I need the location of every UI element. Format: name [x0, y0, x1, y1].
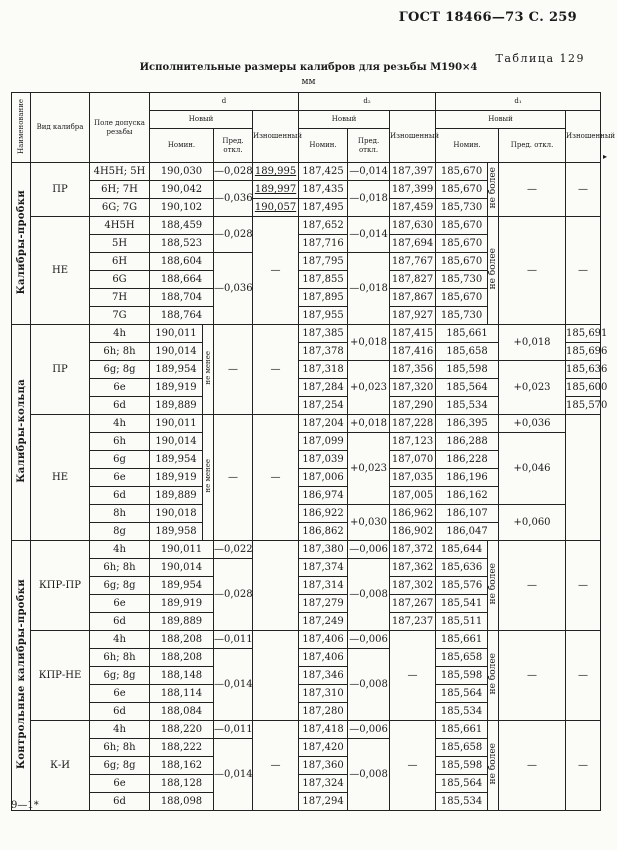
- d1-nom: 186,288: [436, 433, 499, 451]
- d1-nom: 185,670: [436, 181, 488, 199]
- d2-izn: 186,962: [390, 505, 436, 523]
- d2-nom: 187,294: [299, 793, 348, 811]
- field: 8h: [90, 505, 150, 523]
- d-nom: 190,030: [150, 163, 214, 181]
- field: 6G: [90, 271, 150, 289]
- d1-nom: 185,661: [436, 631, 488, 649]
- d-izn: [253, 541, 299, 631]
- d2-nom: 187,378: [299, 343, 348, 361]
- d2-izn: 187,070: [390, 451, 436, 469]
- d2-izn: 187,362: [390, 559, 436, 577]
- d2-nom: 187,895: [299, 289, 348, 307]
- d-pred: —0,022: [214, 541, 253, 559]
- d-nom: 189,958: [150, 523, 203, 541]
- d2-pred: +0,018: [348, 415, 390, 433]
- ne-menee: не менее: [203, 415, 214, 541]
- d-nom: 188,523: [150, 235, 214, 253]
- d1-nom: 185,564: [436, 379, 499, 397]
- d1-izn: —: [566, 163, 601, 217]
- d2-nom: 187,716: [299, 235, 348, 253]
- d-izn: [253, 631, 299, 721]
- d2-pred: —0,014: [348, 163, 390, 181]
- field: 6d: [90, 793, 150, 811]
- d-pred: —0,036: [214, 181, 253, 217]
- kind: ПР: [31, 163, 90, 217]
- d2-nom: 187,280: [299, 703, 348, 721]
- col-d-new: Новый: [150, 111, 253, 129]
- group-rings: Калибры-кольца: [12, 325, 31, 541]
- d2-nom: 186,922: [299, 505, 348, 523]
- d2-izn: 187,356: [390, 361, 436, 379]
- d1-nom: 185,541: [436, 595, 488, 613]
- d1-nom: 185,598: [436, 757, 488, 775]
- d-nom: 188,764: [150, 307, 214, 325]
- d2-nom: 187,346: [299, 667, 348, 685]
- d-nom: 188,208: [150, 649, 214, 667]
- d2-nom: 187,418: [299, 721, 348, 739]
- d2-pred: +0,030: [348, 505, 390, 541]
- field: 6e: [90, 595, 150, 613]
- field: 6d: [90, 397, 150, 415]
- d-pred: —0,011: [214, 631, 253, 649]
- d-nom: 190,042: [150, 181, 214, 199]
- d2-izn: 187,867: [390, 289, 436, 307]
- d1-nom: 185,730: [436, 271, 488, 289]
- col-d-izn: Изношенный: [253, 111, 299, 163]
- d1-nom: 185,670: [436, 253, 488, 271]
- d1-nom: 185,670: [436, 217, 488, 235]
- d1-izn: 185,636: [566, 361, 601, 379]
- d-nom: 190,014: [150, 343, 203, 361]
- field: 6H; 7H: [90, 181, 150, 199]
- field: 6g; 8g: [90, 361, 150, 379]
- d-nom: 189,889: [150, 487, 203, 505]
- d-nom: 189,954: [150, 451, 203, 469]
- d-nom: 190,011: [150, 415, 203, 433]
- field: 4h: [90, 325, 150, 343]
- d2-nom: 187,254: [299, 397, 348, 415]
- d2-nom: 187,425: [299, 163, 348, 181]
- d-nom: 189,889: [150, 397, 203, 415]
- d2-nom: 186,974: [299, 487, 348, 505]
- d2-izn: 187,415: [390, 325, 436, 343]
- col-d2-new: Новый: [299, 111, 390, 129]
- d2-izn: 187,827: [390, 271, 436, 289]
- field: 6g; 8g: [90, 757, 150, 775]
- d-izn: —: [253, 721, 299, 811]
- d-pred: —0,014: [214, 649, 253, 721]
- field: 4h: [90, 541, 150, 559]
- d1-nom: 185,576: [436, 577, 488, 595]
- kind: КПР-ПР: [31, 541, 90, 631]
- d2-nom: 187,279: [299, 595, 348, 613]
- field: 6d: [90, 613, 150, 631]
- d-pred: —: [214, 415, 253, 541]
- d1-nom: 185,661: [436, 721, 488, 739]
- d2-nom: 187,385: [299, 325, 348, 343]
- d-nom: 188,098: [150, 793, 214, 811]
- col-vid: Вид калибра: [31, 93, 90, 163]
- d1-nom: 185,730: [436, 199, 488, 217]
- col-d1-nom: Номин.: [436, 129, 499, 163]
- d-nom: 189,919: [150, 469, 203, 487]
- field: 6e: [90, 775, 150, 793]
- d2-izn: —: [390, 631, 436, 721]
- field: 6d: [90, 703, 150, 721]
- d-pred: —0,028: [214, 559, 253, 631]
- field: 4h: [90, 631, 150, 649]
- d-izn: 190,057: [253, 199, 299, 217]
- d2-nom: 187,406: [299, 649, 348, 667]
- d2-izn: 187,416: [390, 343, 436, 361]
- d2-nom: 187,652: [299, 217, 348, 235]
- d-pred: —0,028: [214, 217, 253, 253]
- d2-izn: 187,302: [390, 577, 436, 595]
- d-nom: 188,704: [150, 289, 214, 307]
- d2-nom: 187,006: [299, 469, 348, 487]
- d1-pred: +0,023: [499, 361, 566, 415]
- d1-pred: +0,060: [499, 505, 566, 541]
- d2-izn: 187,228: [390, 415, 436, 433]
- d1-nom: 185,658: [436, 739, 488, 757]
- d2-nom: 187,039: [299, 451, 348, 469]
- d-nom: 189,919: [150, 379, 203, 397]
- ne-menee: не менее: [203, 325, 214, 415]
- d-izn: 189,995: [253, 163, 299, 181]
- d2-izn: 187,927: [390, 307, 436, 325]
- d2-pred: —0,008: [348, 649, 390, 721]
- d1-izn: —: [566, 631, 601, 721]
- d1-nom: 185,730: [436, 307, 488, 325]
- d1-nom: 185,598: [436, 667, 488, 685]
- d2-izn: 187,459: [390, 199, 436, 217]
- d1-pred: —: [499, 217, 566, 325]
- d2-pred: —0,008: [348, 739, 390, 811]
- d2-pred: —0,008: [348, 559, 390, 631]
- d1-nom: 185,534: [436, 397, 499, 415]
- ne-bolee: не более: [488, 163, 499, 217]
- d-nom: 190,014: [150, 433, 203, 451]
- d1-nom: 185,670: [436, 289, 488, 307]
- d2-izn: 187,694: [390, 235, 436, 253]
- d2-nom: 187,406: [299, 631, 348, 649]
- d1-nom: 186,047: [436, 523, 499, 541]
- field: 6h; 8h: [90, 559, 150, 577]
- field: 6e: [90, 685, 150, 703]
- d2-izn: 187,399: [390, 181, 436, 199]
- col-d1: d₁: [436, 93, 601, 111]
- d2-nom: 187,955: [299, 307, 348, 325]
- d2-pred: —0,006: [348, 541, 390, 559]
- d1-nom: 185,670: [436, 235, 488, 253]
- d1-nom: 186,395: [436, 415, 499, 433]
- d2-izn: —: [390, 721, 436, 811]
- col-pole: Поле допуска резьбы: [90, 93, 150, 163]
- d1-nom: 185,658: [436, 649, 488, 667]
- d1-nom: 185,564: [436, 685, 488, 703]
- d2-pred: —0,006: [348, 631, 390, 649]
- d2-izn: 187,397: [390, 163, 436, 181]
- d1-pred: —: [499, 163, 566, 217]
- d2-nom: 187,318: [299, 361, 348, 379]
- d2-izn: 186,902: [390, 523, 436, 541]
- d2-nom: 187,099: [299, 433, 348, 451]
- d-pred: —0,028: [214, 163, 253, 181]
- d-nom: 188,664: [150, 271, 214, 289]
- d-nom: 188,220: [150, 721, 214, 739]
- field: 6h; 8h: [90, 343, 150, 361]
- kind: КПР-НЕ: [31, 631, 90, 721]
- d1-nom: 185,644: [436, 541, 488, 559]
- d1-nom: 185,598: [436, 361, 499, 379]
- d1-izn: 185,696: [566, 343, 601, 361]
- d1-nom: 186,162: [436, 487, 499, 505]
- d2-nom: 186,862: [299, 523, 348, 541]
- d2-nom: 187,314: [299, 577, 348, 595]
- d1-izn: —: [566, 721, 601, 811]
- d2-izn: 187,630: [390, 217, 436, 235]
- d-nom: 189,954: [150, 577, 214, 595]
- d2-izn: 187,035: [390, 469, 436, 487]
- d-nom: 190,014: [150, 559, 214, 577]
- field: 6G; 7G: [90, 199, 150, 217]
- col-d-nom: Номин.: [150, 129, 214, 163]
- d1-pred: —: [499, 721, 566, 811]
- d1-nom: 185,511: [436, 613, 488, 631]
- field: 6e: [90, 379, 150, 397]
- d2-nom: 187,374: [299, 559, 348, 577]
- field: 6h; 8h: [90, 649, 150, 667]
- ne-bolee: не более: [488, 541, 499, 631]
- d-nom: 188,208: [150, 631, 214, 649]
- d2-nom: 187,495: [299, 199, 348, 217]
- col-d: d: [150, 93, 299, 111]
- d2-nom: 187,380: [299, 541, 348, 559]
- d-nom: 188,222: [150, 739, 214, 757]
- group-control: Контрольные калибры-пробки: [12, 541, 31, 811]
- d2-pred: —0,006: [348, 721, 390, 739]
- group-plugs: Калибры-пробки: [12, 163, 31, 325]
- d2-pred: —0,018: [348, 181, 390, 217]
- d1-pred: +0,018: [499, 325, 566, 361]
- d2-izn: 187,237: [390, 613, 436, 631]
- d2-nom: 187,435: [299, 181, 348, 199]
- d-nom: 190,011: [150, 541, 214, 559]
- d-nom: 190,102: [150, 199, 214, 217]
- d-nom: 188,604: [150, 253, 214, 271]
- field: 6h; 8h: [90, 739, 150, 757]
- d2-nom: 187,284: [299, 379, 348, 397]
- margin-mark: ▸: [603, 152, 608, 161]
- field: 4H5H: [90, 217, 150, 235]
- field: 6g; 8g: [90, 667, 150, 685]
- d-nom: 189,954: [150, 361, 203, 379]
- col-d2-nom: Номин.: [299, 129, 348, 163]
- d1-izn: 185,691: [566, 325, 601, 343]
- d1-nom: 185,661: [436, 325, 499, 343]
- d1-izn: —: [566, 217, 601, 325]
- d2-pred: —0,014: [348, 217, 390, 253]
- d-pred: —0,014: [214, 739, 253, 811]
- field: 4h: [90, 721, 150, 739]
- field: 6d: [90, 487, 150, 505]
- d2-nom: 187,795: [299, 253, 348, 271]
- d1-pred: —: [499, 541, 566, 631]
- field: 5H: [90, 235, 150, 253]
- field: 6g: [90, 451, 150, 469]
- field: 7H: [90, 289, 150, 307]
- d1-nom: 186,228: [436, 451, 499, 469]
- d2-nom: 187,420: [299, 739, 348, 757]
- d1-pred: —: [499, 631, 566, 721]
- field: 4h: [90, 415, 150, 433]
- d2-izn: 187,372: [390, 541, 436, 559]
- d2-izn: 187,267: [390, 595, 436, 613]
- field: 6h: [90, 433, 150, 451]
- d2-pred: +0,023: [348, 361, 390, 415]
- page-footer: 9—1*: [11, 800, 39, 811]
- table-number: Таблица 129: [495, 52, 585, 65]
- d1-izn: 185,600: [566, 379, 601, 397]
- d2-nom: 187,360: [299, 757, 348, 775]
- col-d2-pred: Пред. откл.: [348, 129, 390, 163]
- d-pred: —0,011: [214, 721, 253, 739]
- d2-pred: +0,018: [348, 325, 390, 361]
- d2-izn: 187,320: [390, 379, 436, 397]
- d2-nom: 187,855: [299, 271, 348, 289]
- unit-label: мм: [301, 77, 316, 87]
- d2-nom: 187,204: [299, 415, 348, 433]
- d-izn: —: [253, 325, 299, 415]
- ne-bolee: не более: [488, 631, 499, 721]
- field: 8g: [90, 523, 150, 541]
- d1-nom: 186,107: [436, 505, 499, 523]
- d1-nom: 185,534: [436, 793, 488, 811]
- field: 6g; 8g: [90, 577, 150, 595]
- col-d2-izn: Изношенный: [390, 111, 436, 163]
- d2-nom: 187,310: [299, 685, 348, 703]
- col-naim: Наименование: [12, 93, 31, 163]
- col-d-pred: Пред. откл.: [214, 129, 253, 163]
- d-nom: 189,889: [150, 613, 214, 631]
- d-nom: 188,459: [150, 217, 214, 235]
- d2-pred: —0,018: [348, 253, 390, 325]
- d1-izn: [566, 415, 601, 541]
- field: 6e: [90, 469, 150, 487]
- d1-izn: 185,570: [566, 397, 601, 415]
- d1-nom: 185,636: [436, 559, 488, 577]
- d2-nom: 187,249: [299, 613, 348, 631]
- table-title: Исполнительные размеры калибров для резьбы М190×4: [139, 62, 478, 73]
- d-pred: —: [214, 325, 253, 415]
- d1-izn: —: [566, 541, 601, 631]
- d2-izn: 187,767: [390, 253, 436, 271]
- d-nom: 190,018: [150, 505, 203, 523]
- d-nom: 188,148: [150, 667, 214, 685]
- page-header: ГОСТ 18466—73 С. 259: [398, 10, 577, 25]
- d1-nom: 185,658: [436, 343, 499, 361]
- col-d1-new: Новый: [436, 111, 566, 129]
- d-nom: 188,114: [150, 685, 214, 703]
- d-izn: —: [253, 217, 299, 325]
- d-nom: 188,128: [150, 775, 214, 793]
- ne-bolee: не более: [488, 721, 499, 811]
- d1-nom: 186,196: [436, 469, 499, 487]
- d1-nom: 185,564: [436, 775, 488, 793]
- kind: К-И: [31, 721, 90, 811]
- field: 7G: [90, 307, 150, 325]
- col-d2: d₂: [299, 93, 436, 111]
- d-nom: 190,011: [150, 325, 203, 343]
- kind: НЕ: [31, 415, 90, 541]
- calibre-table: [11, 92, 616, 811]
- d-nom: 188,162: [150, 757, 214, 775]
- d1-nom: 185,670: [436, 163, 488, 181]
- d1-pred: +0,046: [499, 433, 566, 505]
- d-nom: 189,919: [150, 595, 214, 613]
- d-pred: —0,036: [214, 253, 253, 325]
- d-nom: 188,084: [150, 703, 214, 721]
- kind: НЕ: [31, 217, 90, 325]
- d2-izn: 187,123: [390, 433, 436, 451]
- d2-izn: 187,005: [390, 487, 436, 505]
- col-d1-izn: Изношенный: [566, 111, 601, 163]
- ne-bolee: не более: [488, 217, 499, 325]
- d1-nom: 185,534: [436, 703, 488, 721]
- d2-izn: 187,290: [390, 397, 436, 415]
- d-izn: —: [253, 415, 299, 541]
- d2-pred: +0,023: [348, 433, 390, 505]
- col-d1-pred: Пред. откл.: [499, 129, 566, 163]
- field: 4H5H; 5H: [90, 163, 150, 181]
- d-izn: 189,997: [253, 181, 299, 199]
- d1-pred: +0,036: [499, 415, 566, 433]
- kind: ПР: [31, 325, 90, 415]
- field: 6H: [90, 253, 150, 271]
- d2-nom: 187,324: [299, 775, 348, 793]
